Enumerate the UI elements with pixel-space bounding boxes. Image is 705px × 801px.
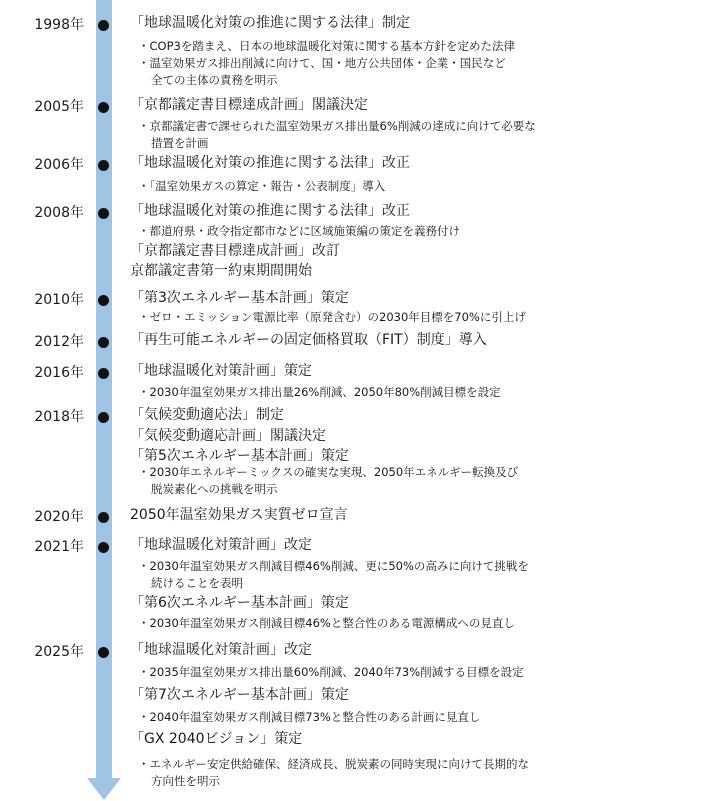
year-label: 2008年 bbox=[34, 205, 84, 221]
event-title: 「第5次エネルギー基本計画」策定 bbox=[130, 448, 349, 464]
timeline-dot bbox=[98, 542, 109, 553]
event-title: 「再生可能エネルギーの固定価格買取（FIT）制度」導入 bbox=[130, 332, 487, 348]
event-title: 「第7次エネルギー基本計画」策定 bbox=[130, 687, 349, 703]
timeline-dot bbox=[98, 208, 109, 219]
year-label: 2005年 bbox=[34, 99, 84, 115]
year-label: 2012年 bbox=[34, 334, 84, 350]
event-title: 「気候変動適応法」制定 bbox=[130, 407, 284, 423]
timeline-dot bbox=[98, 337, 109, 348]
timeline-arrow-head bbox=[87, 778, 121, 800]
year-label: 2025年 bbox=[34, 644, 84, 660]
event-detail: 続けることを表明 bbox=[151, 576, 243, 590]
event-title: 「京都議定書目標達成計画」改訂 bbox=[130, 243, 340, 259]
event-title: 「地球温暖化対策計画」改定 bbox=[130, 642, 312, 658]
event-detail: ・温室効果ガス排出削減に向けて、国・地方公共団体・企業・国民など bbox=[138, 56, 506, 70]
event-title: 「地球温暖化対策の推進に関する法律」改正 bbox=[130, 203, 410, 219]
timeline-dot bbox=[98, 412, 109, 423]
event-detail: 措置を計画 bbox=[151, 136, 209, 150]
event-detail: ・2030年温室効果ガス削減目標46%と整合性のある電源構成への見直し bbox=[138, 616, 515, 630]
event-title: 「地球温暖化対策の推進に関する法律」改正 bbox=[130, 155, 410, 171]
event-detail: ・COP3を踏まえ、日本の地球温暖化対策に関する基本方針を定めた法律 bbox=[138, 39, 516, 53]
event-detail: 方向性を明示 bbox=[151, 774, 220, 788]
timeline-dot bbox=[98, 512, 109, 523]
event-detail: ・都道府県・政令指定都市などに区域施策編の策定を義務付け bbox=[138, 224, 460, 238]
year-label: 2021年 bbox=[34, 539, 84, 555]
timeline-dot bbox=[98, 102, 109, 113]
year-label: 2010年 bbox=[34, 292, 84, 308]
event-detail: ・ゼロ・エミッション電源比率（原発含む）の2030年目標を70%に引上げ bbox=[138, 310, 526, 324]
event-detail: ・2030年エネルギーミックスの確実な実現、2050年エネルギー転換及び bbox=[138, 465, 519, 479]
event-title: 「京都議定書目標達成計画」閣議決定 bbox=[130, 97, 368, 113]
event-detail: ・2030年温室効果ガス排出量26%削減、2050年80%削減目標を設定 bbox=[138, 385, 501, 399]
event-title: 京都議定書第一約束期間開始 bbox=[130, 263, 312, 279]
year-label: 2016年 bbox=[34, 365, 84, 381]
year-label: 1998年 bbox=[34, 17, 84, 33]
event-title: 「地球温暖化対策計画」改定 bbox=[130, 537, 312, 553]
event-title: 「GX 2040ビジョン」策定 bbox=[130, 731, 303, 747]
timeline-arrow-shaft bbox=[96, 0, 112, 780]
event-detail: ・エネルギー安定供給確保、経済成長、脱炭素の同時実現に向けて長期的な bbox=[138, 757, 529, 771]
timeline-dot bbox=[98, 368, 109, 379]
event-title: 「地球温暖化対策計画」策定 bbox=[130, 363, 312, 379]
timeline-dot bbox=[98, 647, 109, 658]
timeline-dot bbox=[98, 20, 109, 31]
event-detail: 全ての主体の責務を明示 bbox=[151, 73, 278, 87]
event-detail: ・2040年温室効果ガス削減目標73%と整合性のある計画に見直し bbox=[138, 710, 481, 724]
event-detail: ・2035年温室効果ガス排出量60%削減、2040年73%削減する目標を設定 bbox=[138, 665, 524, 679]
year-label: 2006年 bbox=[34, 157, 84, 173]
event-title: 「気候変動適応計画」閣議決定 bbox=[130, 428, 326, 444]
event-title: 「第6次エネルギー基本計画」策定 bbox=[130, 595, 349, 611]
event-title: 「第3次エネルギー基本計画」策定 bbox=[130, 290, 349, 306]
year-label: 2020年 bbox=[34, 509, 84, 525]
event-detail: ・京都議定書で課せられた温室効果ガス排出量6%削減の達成に向けて必要な bbox=[138, 119, 536, 133]
timeline-dot bbox=[98, 295, 109, 306]
timeline-dot bbox=[98, 160, 109, 171]
event-title: 2050年温室効果ガス実質ゼロ宣言 bbox=[130, 507, 348, 523]
year-label: 2018年 bbox=[34, 409, 84, 425]
event-title: 「地球温暖化対策の推進に関する法律」制定 bbox=[130, 15, 410, 31]
event-detail: ・「温室効果ガスの算定・報告・公表制度」導入 bbox=[138, 179, 386, 193]
event-detail: ・2030年温室効果ガス削減目標46%削減、更に50%の高みに向けて挑戦を bbox=[138, 559, 529, 573]
event-detail: 脱炭素化への挑戦を明示 bbox=[151, 482, 278, 496]
